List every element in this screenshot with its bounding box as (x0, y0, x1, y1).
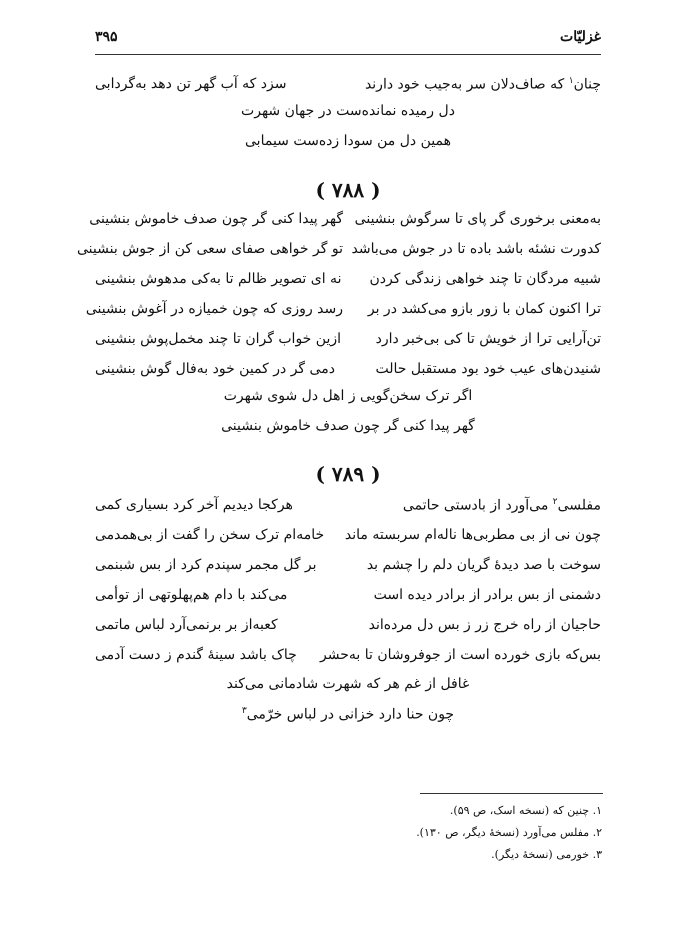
verse-row (95, 584, 601, 606)
hemistich-right: ترا اکنون کمان با زور بازو می‌کشد در بر (367, 301, 601, 317)
hemistich-left: چاک باشد سینهٔ گندم ز دست آدمی (95, 647, 297, 663)
hemistich-left: تو گر خواهی صفای سعی کن از جوش بنشینی (77, 241, 343, 257)
hemistich-right: دشمنی از بس برادر از برادر دیده است (373, 587, 601, 603)
hemistich-right: سوخت با صد دیدهٔ گریان دلم را چشم بد (366, 557, 601, 573)
hemistich-right: تن‌آرایی ترا از خویش تا کی بی‌خبر دارد (375, 331, 601, 347)
poem-heading-789: ( ۷۸۹ ) (315, 462, 381, 486)
hemistich-right: شبیه مردگان تا چند خواهی زندگی کردن (369, 271, 601, 287)
verse-row (95, 554, 601, 576)
verse-row (95, 494, 601, 516)
verse-row (95, 268, 601, 290)
hemistich-left: می‌کند با دام هم‌پهلوتهی از توأمی (95, 587, 288, 603)
hemistich-right: بس‌که بازی خورده است از جوفروشان تا به‌حشر (320, 647, 601, 663)
verse-row (95, 358, 601, 380)
footnote: ۳. خورمی (نسخهٔ دیگر). (491, 848, 602, 861)
hemistich-left: خامه‌ام ترک سخن را گفت از بی‌همدمی (95, 527, 325, 543)
hemistich-right: کدورت نشئه باشد باده تا در جوش می‌باشد (351, 241, 601, 257)
footnote-marker: ۲ (552, 496, 558, 507)
page-header (95, 26, 601, 55)
hemistich-right: حاجیان از راه خرج زر ز بس دل مرده‌اند (368, 617, 601, 633)
verse-row (85, 298, 601, 320)
hemistich-left: کعبه‌از بر برنمی‌آرد لباس ماتمی (95, 617, 278, 633)
verse-row (77, 238, 601, 260)
center-verse: غافل از غم هر که شهرت شادمانی می‌کند (226, 676, 470, 692)
section-title: غزلیّات (560, 29, 601, 45)
verse-row (95, 73, 601, 95)
center-verse: گهر پیدا کنی گر چون صدف خاموش بنشینی (221, 418, 475, 434)
footnote-marker: ۱ (568, 75, 574, 86)
verse-row (95, 644, 601, 666)
footnote: ۲. مفلس می‌آورد (نسخهٔ دیگر، ص ۱۳۰). (416, 826, 602, 839)
poem-heading-788: ( ۷۸۸ ) (315, 178, 381, 202)
hemistich-right: چنان$^۱$ که صاف‌دلان سر به‌جیب خود دارند (364, 75, 601, 93)
hemistich-left: گهر پیدا کنی گر چون صدف خاموش بنشینی (89, 211, 343, 227)
footnote: ۱. چنین که (نسخه اسک، ص ۵۹). (449, 804, 602, 817)
center-verse: چون حنا دارد خزانی در لباس خرّمی$^۳$ (241, 706, 455, 723)
center-verse: همین دل من سودا زده‌ست سیمابی (245, 133, 451, 149)
hemistich-right: به‌معنی برخوری گر پای تا سرگوش بنشینی (354, 211, 601, 227)
hemistich-left: نه ای تصویر ظالم تا به‌کی مدهوش بنشینی (95, 271, 342, 287)
verse-row (95, 524, 601, 546)
center-verse: دل رمیده نمانده‌ست در جهان شهرت (241, 103, 455, 119)
hemistich-left: بر گل مجمر سپندم کرد از بس شبنمی (95, 557, 317, 573)
hemistich-right: شنیدن‌های عیب خود بود مستقبل حالت (375, 361, 601, 377)
hemistich-left: رسد روزی که چون خمیازه در آغوش بنشینی (85, 301, 343, 317)
verse-row (89, 208, 601, 230)
hemistich-left: دمی گر در کمین خود به‌فال گوش بنشینی (95, 361, 335, 377)
center-verse: اگر ترک سخن‌گویی ز اهل دل شوی شهرت (223, 388, 473, 404)
footnote-marker: ۳ (241, 706, 247, 716)
hemistich-right: مفلسی$^۲$ می‌آورد از بادستی حاتمی (402, 496, 601, 514)
hemistich-left: سزد که آب گهر تن دهد به‌گردابی (95, 76, 287, 92)
footnote-divider (420, 793, 603, 794)
hemistich-left: هرکجا دیدیم آخر کرد بسیاری کمی (95, 497, 293, 513)
verse-row (95, 614, 601, 636)
hemistich-right: چون نی از بی مطربی‌ها ناله‌ام سربسته ماند (344, 527, 601, 543)
page-number: ۳۹۵ (95, 29, 118, 45)
verse-row (95, 328, 601, 350)
hemistich-left: ازین خواب گران تا چند مخمل‌پوش بنشینی (95, 331, 341, 347)
